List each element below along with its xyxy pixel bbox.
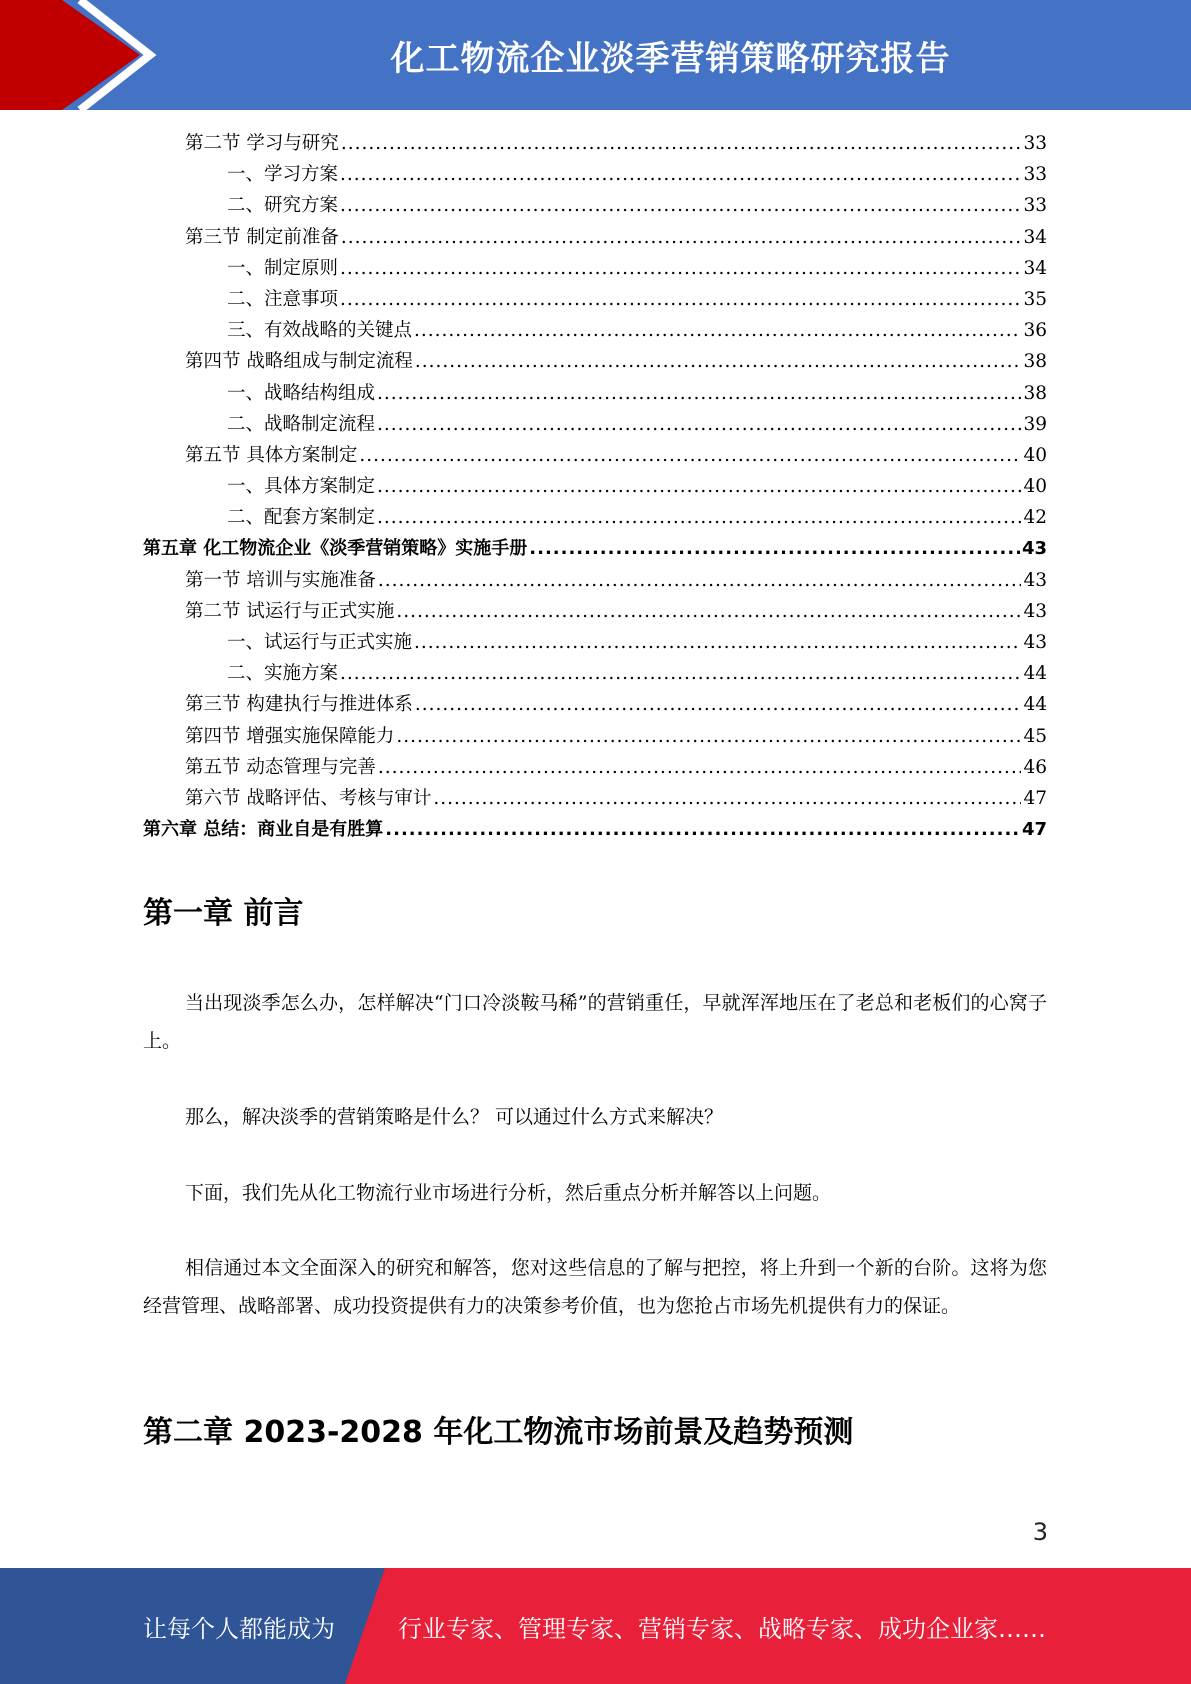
toc-entry-title: 第四节 战略组成与制定流程: [185, 351, 413, 373]
toc-entry-page: 34: [1023, 257, 1047, 279]
toc-leader-dots: [340, 658, 1021, 689]
toc-entry-page: 45: [1023, 725, 1047, 747]
toc-entry-title: 第二节 学习与研究: [185, 133, 339, 154]
toc-entry[interactable]: [143, 190, 1047, 221]
toc-entry-title: 第三节 制定前准备: [185, 226, 339, 248]
toc-entry-page: 40: [1023, 476, 1047, 498]
report-title: 化工物流企业淡季营销策略研究报告: [390, 38, 951, 79]
toc-entry-title: 一、制定原则: [227, 257, 339, 279]
footer-slogan-left: 让每个人都能成为: [143, 1614, 335, 1643]
toc-leader-dots: [396, 596, 1021, 627]
toc-leader-dots: [377, 502, 1021, 533]
toc-entry[interactable]: [143, 284, 1047, 315]
toc-leader-dots: [359, 440, 1021, 471]
toc-entry-page: 38: [1023, 351, 1047, 373]
toc-leader-dots: [433, 783, 1021, 814]
toc-leader-dots: [414, 627, 1021, 658]
page-number: 3: [1032, 1518, 1048, 1546]
toc-entry-page: 33: [1023, 133, 1047, 154]
toc-entry-title: 第三节 构建执行与推进体系: [185, 694, 413, 716]
toc-entry-title: 三、有效战略的关键点: [227, 320, 413, 342]
toc-entry-page: 47: [1023, 787, 1047, 809]
toc-entry-title: 第五章 化工物流企业《淡季营销策略》实施手册: [143, 538, 528, 560]
toc-leader-dots: [415, 346, 1022, 377]
toc-leader-dots: [529, 533, 1020, 564]
toc-entry-page: 43: [1023, 600, 1047, 622]
toc-entry[interactable]: [143, 721, 1047, 752]
toc-entry[interactable]: [143, 440, 1047, 471]
paragraph: 下面，我们先从化工物流行业市场进行分析，然后重点分析并解答以上问题。: [185, 1182, 832, 1204]
toc-entry-page: 33: [1023, 164, 1047, 186]
toc-entry-title: 二、研究方案: [227, 195, 339, 217]
toc-leader-dots: [377, 471, 1021, 502]
table-of-contents: [143, 128, 1047, 845]
toc-leader-dots: [340, 284, 1021, 315]
toc-entry-title: 第二节 试运行与正式实施: [185, 600, 395, 622]
toc-entry-page: 38: [1023, 382, 1047, 404]
toc-entry-title: 一、战略结构组成: [227, 382, 376, 404]
toc-entry[interactable]: [143, 783, 1047, 814]
toc-entry-page: 42: [1023, 507, 1047, 529]
toc-leader-dots: [341, 222, 1022, 253]
toc-entry-title: 第一节 培训与实施准备: [185, 569, 376, 591]
toc-entry[interactable]: [143, 378, 1047, 409]
toc-entry-page: 33: [1023, 195, 1047, 217]
toc-entry[interactable]: [143, 565, 1047, 596]
toc-entry[interactable]: [143, 627, 1047, 658]
toc-entry-title: 二、注意事项: [227, 288, 339, 310]
toc-entry[interactable]: [143, 128, 1047, 159]
toc-leader-dots: [340, 159, 1021, 190]
toc-entry-title: 第五节 具体方案制定: [185, 444, 358, 466]
toc-entry[interactable]: [143, 315, 1047, 346]
toc-leader-dots: [378, 565, 1022, 596]
toc-leader-dots: [340, 190, 1021, 221]
chapter-1-heading: 第一章 前言: [143, 896, 304, 931]
toc-entry-page: 44: [1023, 663, 1047, 685]
toc-entry[interactable]: [143, 253, 1047, 284]
toc-entry-page: 43: [1021, 538, 1047, 560]
toc-leader-dots: [377, 378, 1021, 409]
page-footer: [0, 1568, 1191, 1684]
paragraph: 那么，解决淡季的营销策略是什么？ 可以通过什么方式来解决？: [185, 1106, 724, 1128]
toc-entry-title: 第四节 增强实施保障能力: [185, 725, 395, 747]
paragraph: 相信通过本文全面深入的研究和解答，您对这些信息的了解与把控，将上升到一个新的台阶。这将为您经营管理、战略部署、成功投资提供有力的决策参考价值，也为您抢占市场先机提供有力的保证。: [143, 1257, 1047, 1317]
toc-entry-title: 一、学习方案: [227, 164, 339, 186]
toc-leader-dots: [414, 315, 1021, 346]
toc-entry-page: 36: [1023, 320, 1047, 342]
toc-leader-dots: [385, 814, 1020, 845]
toc-entry-page: 47: [1021, 819, 1047, 841]
toc-leader-dots: [340, 253, 1021, 284]
toc-leader-dots: [341, 128, 1022, 159]
toc-entry-page: 35: [1023, 288, 1047, 310]
toc-entry-title: 一、具体方案制定: [227, 476, 376, 498]
toc-entry[interactable]: [143, 689, 1047, 720]
toc-leader-dots: [377, 409, 1021, 440]
toc-entry-page: 44: [1023, 694, 1047, 716]
toc-entry[interactable]: [143, 471, 1047, 502]
chapter-2-heading: 第二章 2023-2028 年化工物流市场前景及趋势预测: [143, 1415, 854, 1450]
toc-leader-dots: [378, 752, 1022, 783]
footer-slogan-right: 行业专家、管理专家、营销专家、战略专家、成功企业家……: [398, 1614, 1046, 1643]
toc-entry-page: 46: [1023, 756, 1047, 778]
toc-entry-title: 二、实施方案: [227, 663, 339, 685]
toc-entry[interactable]: [143, 409, 1047, 440]
toc-entry-page: 34: [1023, 226, 1047, 248]
toc-entry-title: 第六节 战略评估、考核与审计: [185, 787, 432, 809]
toc-entry-page: 43: [1023, 632, 1047, 653]
toc-entry[interactable]: [143, 222, 1047, 253]
toc-entry-title: 第六章 总结：商业自是有胜算: [143, 819, 384, 841]
toc-leader-dots: [396, 721, 1021, 752]
toc-leader-dots: [415, 689, 1022, 720]
toc-entry-page: 39: [1023, 413, 1047, 435]
toc-entry-page: 43: [1023, 569, 1047, 591]
toc-entry[interactable]: [143, 596, 1047, 627]
toc-entry[interactable]: [143, 346, 1047, 377]
toc-entry-page: 40: [1023, 444, 1047, 466]
page-header: [0, 0, 1191, 110]
toc-entry[interactable]: [143, 814, 1047, 845]
toc-entry[interactable]: [143, 752, 1047, 783]
toc-entry-title: 第五节 动态管理与完善: [185, 756, 376, 778]
toc-entry[interactable]: [143, 159, 1047, 190]
toc-entry[interactable]: [143, 533, 1047, 564]
toc-entry-title: 一、试运行与正式实施: [227, 632, 413, 653]
toc-entry-title: 二、战略制定流程: [227, 413, 376, 435]
paragraph: 当出现淡季怎么办，怎样解决“门口冷淡鞍马稀”的营销重任，早就浑浑地压在了老总和老板们的心窝子上。: [143, 992, 1047, 1052]
toc-entry[interactable]: [143, 658, 1047, 689]
toc-entry[interactable]: [143, 502, 1047, 533]
toc-entry-title: 二、配套方案制定: [227, 507, 376, 529]
